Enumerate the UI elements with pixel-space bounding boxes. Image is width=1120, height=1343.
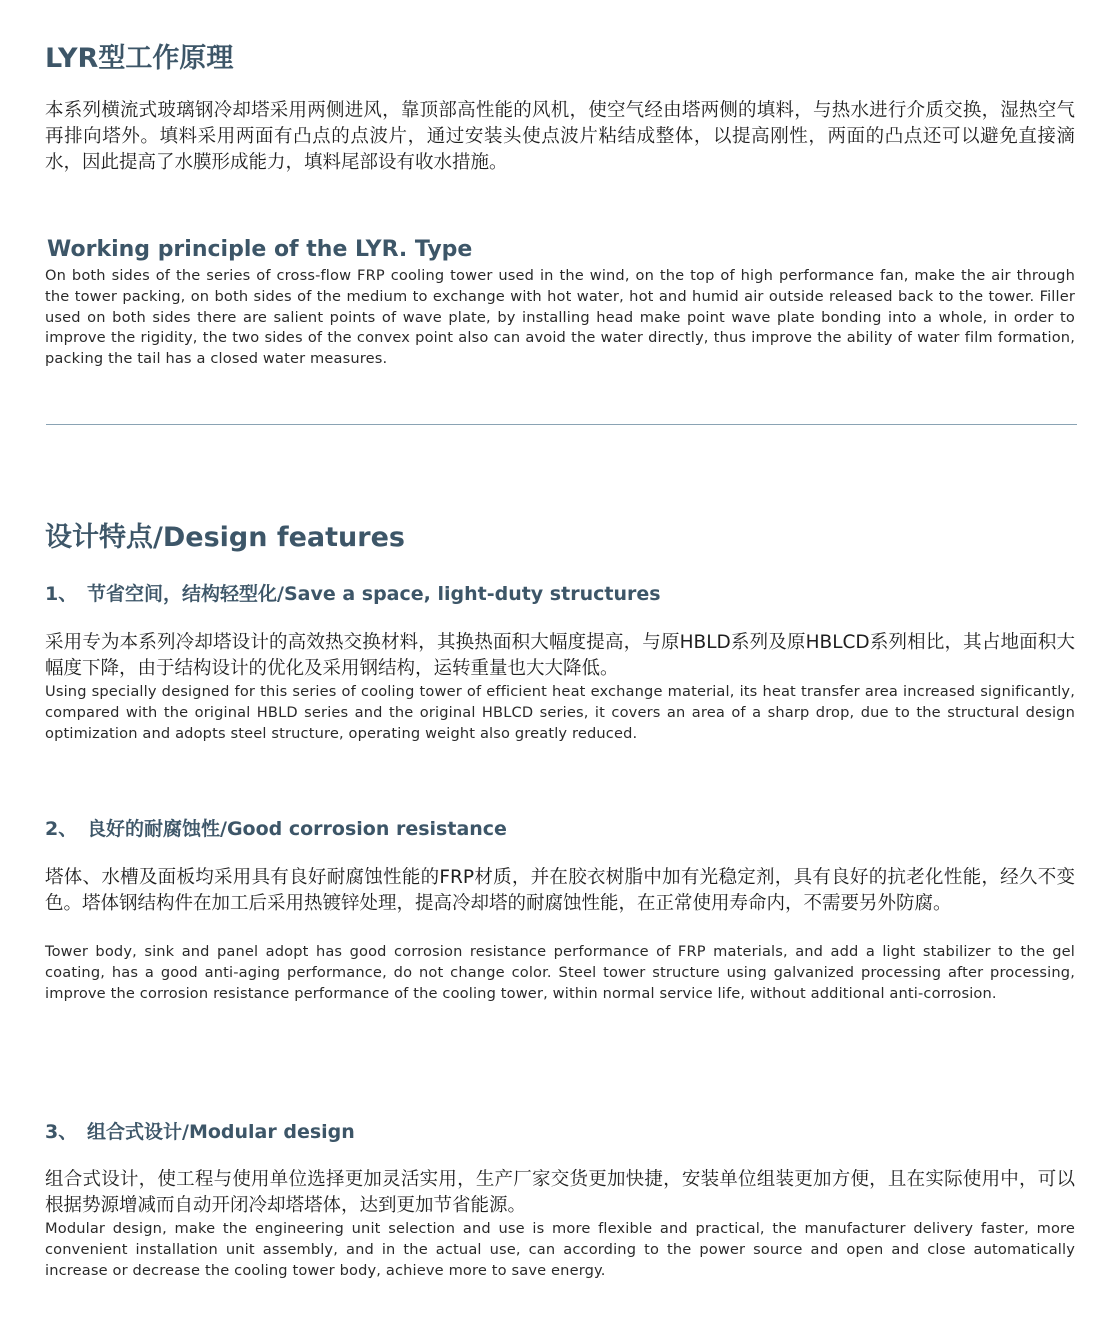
working-principle-zh: 本系列横流式玻璃钢冷却塔采用两侧进风，靠顶部高性能的风机，使空气经由塔两侧的填料，与热水进行介质交换，湿热空气再排向塔外。填料采用两面有凸点的点波片，通过安装头使点波片粘结成整体，以提高刚性，两面的凸点还可以避免直接滴水，因此提高了水膜形成能力，填料尾部设有收水措施。 <box>45 100 1075 173</box>
feature-1-title-text: 节省空间，结构轻型化/Save a space, light-duty structures <box>87 583 661 605</box>
feature-1-number: 1、 <box>45 583 78 605</box>
feature-2-title-text: 良好的耐腐蚀性/Good corrosion resistance <box>87 818 507 840</box>
feature-1-zh: 采用专为本系列冷却塔设计的高效热交换材料，其换热面积大幅度提高，与原HBLD系列及原HBLCD系列相比，其占地面积大幅度下降，由于结构设计的优化及采用钢结构，运转重量也大大降低。 <box>45 632 1075 679</box>
working-principle-en-title: Working principle of the LYR. Type <box>47 237 473 262</box>
feature-2-number: 2、 <box>45 818 78 840</box>
feature-3-number: 3、 <box>45 1121 78 1143</box>
section-divider <box>46 424 1077 425</box>
section-title-design-features: 设计特点/Design features <box>45 522 405 553</box>
feature-3-title-text: 组合式设计/Modular design <box>87 1121 355 1143</box>
feature-2-en: Tower body, sink and panel adopt has good corrosion resistance performance of FRP materials, and add a light stabilizer to the gel coating, has a good anti-aging performance, do not change color. Steel tower structure using galvanized processing after processing, improve the corrosion resistance performance of the cooling tower, within normal service life, without additional anti-corrosion. <box>45 943 1075 1002</box>
feature-3-title <box>45 1117 355 1144</box>
working-principle-en: On both sides of the series of cross-flow FRP cooling tower used in the wind, on the top of high performance fan, make the air through the tower packing, on both sides of the medium to exchange with hot water, hot and humid air outside released back to the tower. Filler used on both sides there are salient points of wave plate, by installing head make point wave plate bonding into a whole, in order to improve the rigidity, the two sides of the convex point also can avoid the water directly, thus improve the ability of water film formation, packing the tail has a closed water measures. <box>45 267 1075 368</box>
feature-2-zh: 塔体、水槽及面板均采用具有良好耐腐蚀性能的FRP材质，并在胶衣树脂中加有光稳定剂，具有良好的抗老化性能，经久不变色。塔体钢结构件在加工后采用热镀锌处理，提高冷却塔的耐腐蚀性能，在正常使用寿命内，不需要另外防腐。 <box>45 867 1075 914</box>
section-title-working-principle: LYR型工作原理 <box>45 43 234 74</box>
feature-2-title <box>45 814 507 841</box>
feature-1-title <box>45 579 661 606</box>
feature-3-en: Modular design, make the engineering unit selection and use is more flexible and practical, the manufacturer delivery faster, more convenient installation unit assembly, and in the actual use, can according to the power source and open and close automatically increase or decrease the cooling tower body, achieve more to save energy. <box>45 1220 1075 1279</box>
feature-1-en: Using specially designed for this series of cooling tower of efficient heat exchange material, its heat transfer area increased significantly, compared with the original HBLD series and the original HBLCD series, it covers an area of a sharp drop, due to the structural design optimization and adopts steel structure, operating weight also greatly reduced. <box>45 683 1075 742</box>
feature-3-zh: 组合式设计，使工程与使用单位选择更加灵活实用，生产厂家交货更加快捷，安装单位组装更加方便，且在实际使用中，可以根据势源增减而自动开闭冷却塔塔体，达到更加节省能源。 <box>45 1169 1075 1216</box>
